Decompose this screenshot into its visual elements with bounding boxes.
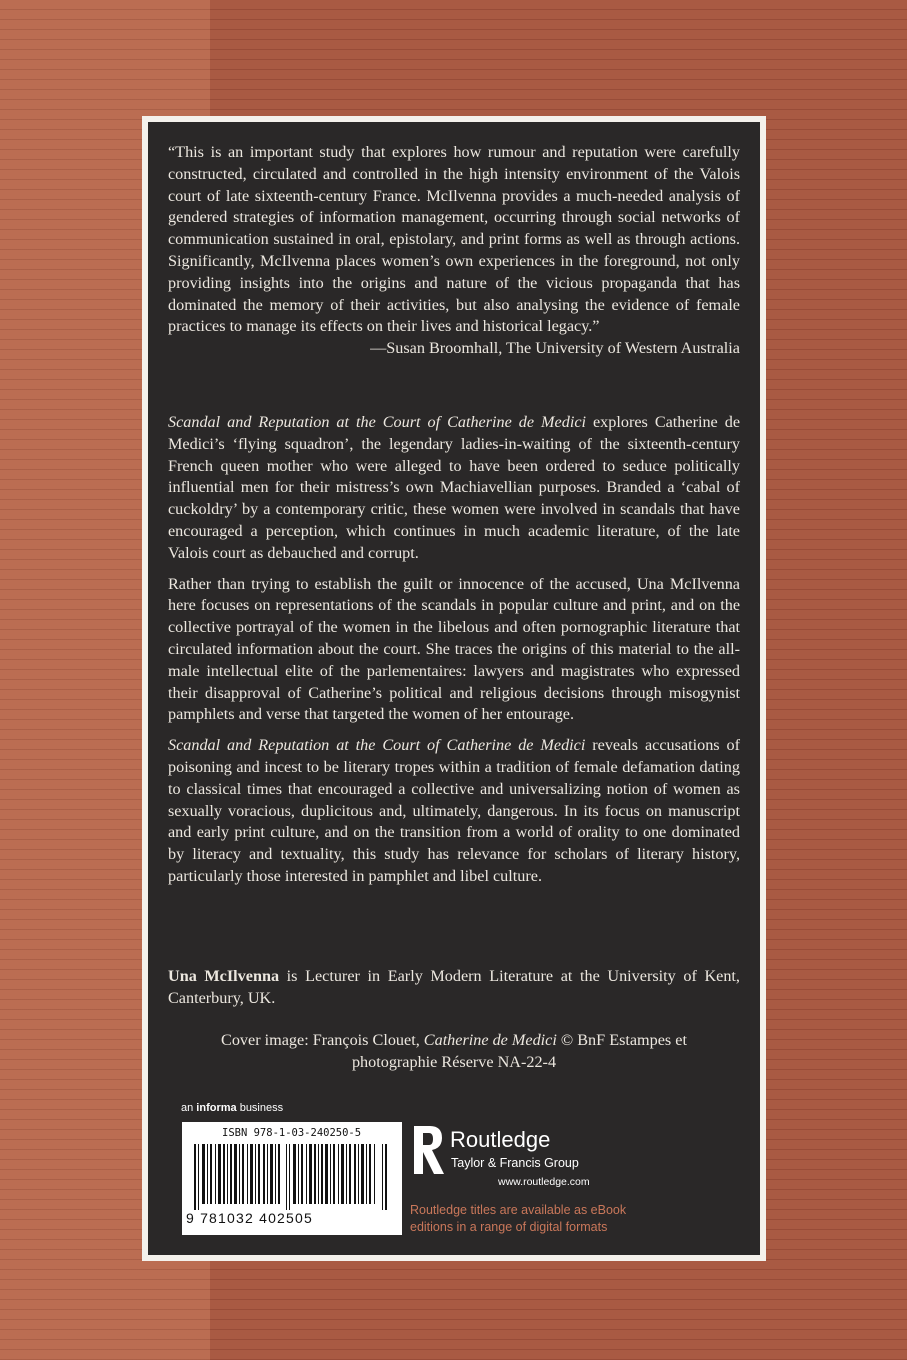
informa-brand: informa xyxy=(196,1102,237,1114)
endorsement-quote: “This is an important study that explores how rumour and reputation were carefully constructed, circulated and controlled in the high intensity environment of the Valois court of late sixteenth-century France. McIlvenna provides a much-needed analysis of gendered strategies of information management, occurring through social networks of communication sustained in oral, epistolary, and print forms as well as through actions. Significantly, McIlvenna places women’s own experiences in the foreground, not only providing insights into the origins and nature of the vicious propaganda that has dominated the memory of their activities, but also analysing the evidence of female practices to manage its effects on their lives and historical legacy.” xyxy=(168,143,740,336)
cover-credit-title: Catherine de Medici xyxy=(423,1031,557,1049)
publisher-group: Taylor & Francis Group xyxy=(451,1156,579,1170)
author-name: Una McIlvenna xyxy=(168,967,280,985)
description-text: reveals accusations of poisoning and incest to be literary tropes within a tradition of female defamation dating to classical times that encouraged a collective and universalizing notion of women as sexually voracious, duplicitous and, ultimately, dangerous. In its focus on manuscript and early print culture, and on the transition from a world of orality to one dominated by literacy and textuality, this study has relevance for scholars of literary history, particularly those interested in pamphlet and libel culture. xyxy=(168,736,741,885)
publisher-url[interactable]: www.routledge.com xyxy=(498,1176,590,1188)
informa-business-label xyxy=(181,1102,283,1114)
endorsement-attribution: —Susan Broomhall, The University of Western Australia xyxy=(370,339,740,358)
description-paragraph-3 xyxy=(168,735,740,888)
author-bio-body: is Lecturer in Early Modern Literature at the University of Kent, Canterbury, UK. xyxy=(168,967,740,1007)
description-paragraph-1 xyxy=(168,412,740,565)
routledge-logo-icon xyxy=(410,1122,446,1180)
barcode-bars xyxy=(194,1144,390,1210)
cover-credit-suffix: © BnF Estampes et photographie Réserve NA-22-4 xyxy=(351,1031,687,1071)
isbn-label: ISBN 978-1-03-240250-5 xyxy=(222,1127,362,1139)
cover-credit xyxy=(188,1030,720,1074)
barcode-digits: 9 781032 402505 xyxy=(186,1210,313,1226)
informa-prefix: an xyxy=(181,1102,197,1114)
book-title-italic: Scandal and Reputation at the Court of Catherine de Medici xyxy=(168,413,587,431)
informa-suffix: business xyxy=(236,1102,284,1114)
endorsement-block xyxy=(168,142,740,369)
author-bio-text xyxy=(168,966,740,1010)
publisher-name: Routledge xyxy=(450,1127,551,1152)
cover-credit-prefix: Cover image: François Clouet, xyxy=(221,1031,424,1049)
book-title-italic: Scandal and Reputation at the Court of Catherine de Medici xyxy=(168,736,586,755)
ebook-availability-note: Routledge titles are available as eBook editions in a range of digital formats xyxy=(410,1203,627,1234)
description-text: explores Catherine de Medici’s ‘flying squadron’, the legendary ladies-in-waiting of the sixteenth-century French queen mother who were alleged to have been ordered to seduce politically influential men for their mistress’s own Machiavellian purposes. Branded a ‘cabal of cuckoldry’ by a contemporary critic, these women were involved in scandals that have encouraged a perception, which continues in much academic literature, of the late Valois court as debauched and corrupt. xyxy=(168,413,741,562)
description-paragraph-2: Rather than trying to establish the guilt or innocence of the accused, Una McIlvenna here focuses on representations of the scandals in popular culture and print, and on the collective portrayal of the women in the libelous and often pornographic literature that circulated information about the court. She traces the origins of this material to the all-male intellectual elite of the parlementaires: lawyers and magistrates who expressed their disapproval of Catherine’s political and religious decisions through misogynist pamphlets and verse that targeted the women of her entourage. xyxy=(168,574,740,724)
back-cover-panel xyxy=(148,122,760,1255)
isbn-barcode xyxy=(182,1122,402,1235)
back-cover-panel-frame xyxy=(142,116,766,1261)
description-block xyxy=(168,412,740,897)
author-bio xyxy=(168,966,740,1019)
